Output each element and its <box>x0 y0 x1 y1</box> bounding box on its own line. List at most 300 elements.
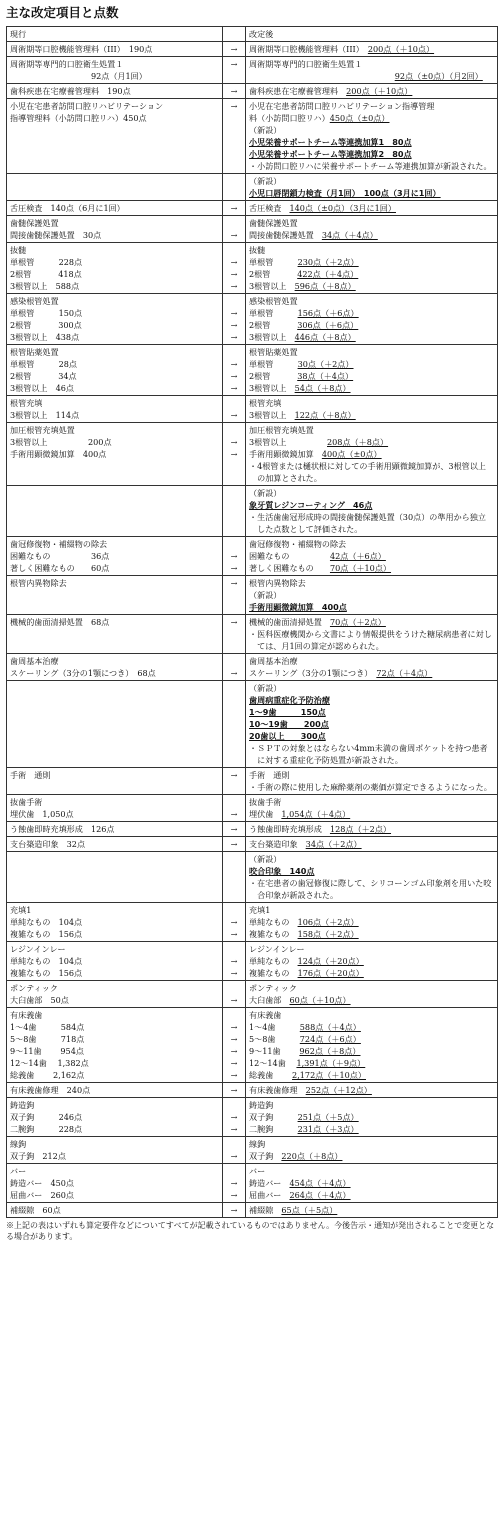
current-cell <box>7 294 223 345</box>
revised-line <box>249 1189 494 1201</box>
revised-line <box>249 85 494 97</box>
arrow-cell <box>223 1098 246 1137</box>
revised-points: 30点（＋2点） <box>297 359 354 369</box>
table-row <box>7 903 498 942</box>
current-cell <box>7 396 223 423</box>
current-line <box>10 853 219 865</box>
revised-line <box>249 616 494 628</box>
revised-text: （新設） <box>249 176 282 186</box>
current-line: 1〜4歯 584点 <box>10 1022 85 1032</box>
revised-text: レジンインレー <box>249 944 305 954</box>
revised-points: 264点（＋4点） <box>289 1190 351 1200</box>
revised-points: 596点（＋8点） <box>294 281 356 291</box>
revised-text: 機械的歯面清掃処置 <box>249 617 330 627</box>
current-line <box>10 175 219 187</box>
header-arrow-cell <box>223 27 246 42</box>
current-line: 3根管以上 588点 <box>10 281 80 291</box>
revised-points: 34点（＋2点） <box>305 839 362 849</box>
arrow-spacer <box>223 295 245 307</box>
revision-table <box>6 26 498 1218</box>
current-cell <box>7 216 223 243</box>
arrow-icon: → <box>230 809 238 819</box>
revised-line <box>249 148 494 160</box>
arrow-cell <box>223 681 246 768</box>
revised-points: 60点（＋10点） <box>289 995 351 1005</box>
current-cell <box>7 1098 223 1137</box>
current-line: 複雑なもの 156点 <box>10 929 83 939</box>
current-line: 舌圧検査 140点（6月に1回） <box>10 203 125 213</box>
current-line: 周術期等口腔機能管理料（III） 190点 <box>10 44 153 54</box>
revised-points: 450点（±0点） <box>329 113 390 123</box>
current-line: 有床義歯修理 240点 <box>10 1085 91 1095</box>
arrow-cell <box>223 201 246 216</box>
current-line: 埋伏歯 1,050点 <box>10 809 74 819</box>
revised-points: 70点（＋2点） <box>329 617 386 627</box>
revised-cell <box>246 42 498 57</box>
arrow-cell <box>223 615 246 654</box>
revised-text: 屈曲バー <box>249 1190 290 1200</box>
current-cell <box>7 243 223 294</box>
current-line: 根管貼薬処置 <box>10 347 59 357</box>
current-line: 単根管 150点 <box>10 308 83 318</box>
revised-points: 400点（±0点） <box>321 449 382 459</box>
revised-text: 根管充填 <box>249 398 282 408</box>
current-line: 補綴隙 60点 <box>10 1205 61 1215</box>
revised-line <box>249 58 494 70</box>
revised-points: 1,054点（＋4点） <box>281 809 351 819</box>
revised-line <box>249 943 494 955</box>
table-header-row <box>7 27 498 42</box>
arrow-spacer <box>223 943 245 955</box>
current-cell <box>7 576 223 615</box>
revised-text: 2根管 <box>249 269 298 279</box>
revised-line <box>249 136 494 148</box>
table-row <box>7 486 498 537</box>
revised-line <box>249 904 494 916</box>
revised-cell <box>246 615 498 654</box>
revised-line <box>249 217 494 229</box>
revised-line <box>249 706 494 718</box>
revised-cell <box>246 981 498 1008</box>
revised-cell <box>246 795 498 822</box>
revised-points: 124点（＋20点） <box>297 956 364 966</box>
revised-line <box>249 694 494 706</box>
note-text: 小訪問口腔リハに栄養サポートチーム等連携加算が新設された。 <box>257 161 492 171</box>
arrow-icon: → <box>230 578 238 588</box>
arrow-cell <box>223 768 246 795</box>
current-line: 歯科疾患在宅療養管理料 190点 <box>10 86 131 96</box>
revised-text: 歯髄保護処置 <box>249 218 298 228</box>
arrow-cell <box>223 654 246 681</box>
revised-text: 3根管以上 <box>249 437 327 447</box>
revised-line <box>249 1069 494 1081</box>
current-line: 単純なもの 104点 <box>10 956 83 966</box>
current-line: 3根管以上 200点 <box>10 437 112 447</box>
current-line: 9〜11歯 954点 <box>10 1046 84 1056</box>
revision-note <box>249 877 494 901</box>
revised-text: 間接歯髄保護処置 <box>249 230 322 240</box>
revised-text: 歯周基本治療 <box>249 656 298 666</box>
arrow-icon: → <box>230 44 238 54</box>
revised-cell <box>246 84 498 99</box>
bullet-icon: ・ <box>249 743 258 753</box>
revised-text: ポンティック <box>249 983 297 993</box>
revised-line <box>249 175 494 187</box>
arrow-cell <box>223 942 246 981</box>
current-line: 歯冠修復物・補綴物の除去 <box>10 539 108 549</box>
revised-line <box>249 331 494 343</box>
arrow-cell <box>223 396 246 423</box>
revised-text: 複雑なもの <box>249 929 298 939</box>
revised-text: 支台築造印象 <box>249 839 306 849</box>
current-line: 3根管以上 438点 <box>10 332 80 342</box>
header-revised: 改定後 <box>246 27 498 42</box>
revised-line <box>249 718 494 730</box>
arrow-icon: → <box>230 917 238 927</box>
current-cell <box>7 981 223 1008</box>
table-row <box>7 768 498 795</box>
revised-cell <box>246 822 498 837</box>
current-cell <box>7 654 223 681</box>
current-cell <box>7 84 223 99</box>
revised-text: 2根管 <box>249 320 298 330</box>
arrow-icon: → <box>230 1190 238 1200</box>
current-line: レジンインレー <box>10 944 66 954</box>
current-line: 根管内異物除去 <box>10 578 67 588</box>
revised-line <box>249 100 494 112</box>
revised-points: 200点（＋10点） <box>367 44 435 54</box>
current-line: 機械的歯面清掃処置 68点 <box>10 617 110 627</box>
arrow-cell <box>223 537 246 576</box>
revised-line <box>249 43 494 55</box>
revised-text: 歯冠修復物・補綴物の除去 <box>249 539 347 549</box>
revised-text: 抜歯手術 <box>249 797 282 807</box>
revised-text: 埋伏歯 <box>249 809 282 819</box>
table-row <box>7 942 498 981</box>
revised-line <box>249 256 494 268</box>
current-cell <box>7 768 223 795</box>
revised-text: 有床義歯 <box>249 1010 282 1020</box>
table-row <box>7 174 498 201</box>
arrow-cell <box>223 1137 246 1164</box>
arrow-cell <box>223 174 246 201</box>
revised-cell <box>246 1137 498 1164</box>
current-cell <box>7 1008 223 1083</box>
revised-text <box>249 71 395 81</box>
arrow-cell <box>223 1008 246 1083</box>
table-row <box>7 615 498 654</box>
revised-cell <box>246 99 498 174</box>
arrow-icon: → <box>230 617 238 627</box>
revised-points: 2,172点（＋10点） <box>292 1070 366 1080</box>
current-line: 手術 通則 <box>10 770 51 780</box>
revised-points: 42点（＋6点） <box>329 551 386 561</box>
revised-cell <box>246 345 498 396</box>
arrow-icon: → <box>230 59 238 69</box>
revised-line <box>249 550 494 562</box>
table-row <box>7 837 498 852</box>
current-cell <box>7 1137 223 1164</box>
arrow-icon: → <box>230 1112 238 1122</box>
revised-cell <box>246 903 498 942</box>
current-line: 著しく困難なもの 60点 <box>10 563 110 573</box>
revised-text: 料（小訪問口腔リハ） <box>249 113 330 123</box>
arrow-spacer <box>223 217 245 229</box>
revised-line <box>249 187 494 199</box>
revised-text: 5〜8歯 <box>249 1034 300 1044</box>
bullet-icon: ・ <box>249 629 258 639</box>
current-line <box>10 682 219 694</box>
revised-line <box>249 1204 494 1216</box>
revised-line <box>249 928 494 940</box>
revised-cell <box>246 576 498 615</box>
revised-line <box>249 244 494 256</box>
note-text: ＳＰＴの対象とはならない4mm未満の歯周ポケットを持つ患者に対する重症化予防処置が新設された。 <box>257 743 488 765</box>
table-row <box>7 537 498 576</box>
table-row <box>7 852 498 903</box>
table-row <box>7 99 498 174</box>
arrow-cell <box>223 795 246 822</box>
arrow-cell <box>223 903 246 942</box>
revised-points: 962点（＋8点） <box>299 1046 361 1056</box>
revised-line <box>249 307 494 319</box>
revised-line <box>249 280 494 292</box>
revised-points: 1,391点（＋9点） <box>296 1058 366 1068</box>
arrow-icon: → <box>230 203 238 213</box>
arrow-cell <box>223 822 246 837</box>
revised-line <box>249 589 494 601</box>
arrow-icon: → <box>230 551 238 561</box>
current-line: 12〜14歯 1,382点 <box>10 1058 89 1068</box>
current-cell <box>7 852 223 903</box>
current-line: 3根管以上 46点 <box>10 383 75 393</box>
revised-line <box>249 487 494 499</box>
current-line: 2根管 300点 <box>10 320 82 330</box>
arrow-icon: → <box>230 257 238 267</box>
revised-text: 複雑なもの <box>249 968 298 978</box>
revised-line <box>249 769 494 781</box>
revised-text: 9〜11歯 <box>249 1046 300 1056</box>
revised-text: （新設） <box>249 683 282 693</box>
revised-points: 422点（＋4点） <box>297 269 359 279</box>
table-row <box>7 57 498 84</box>
current-line: う蝕歯即時充填形成 126点 <box>10 824 115 834</box>
current-cell <box>7 345 223 396</box>
current-line: 抜髄 <box>10 245 27 255</box>
revised-points: 251点（＋5点） <box>297 1112 359 1122</box>
revised-text: 総義歯 <box>249 1070 293 1080</box>
revised-points: 200点（＋10点） <box>346 86 413 96</box>
revised-cell <box>246 423 498 486</box>
revised-line <box>249 202 494 214</box>
current-line: 5〜8歯 718点 <box>10 1034 85 1044</box>
arrow-spacer <box>223 982 245 994</box>
revised-line <box>249 295 494 307</box>
revised-points: 158点（＋2点） <box>297 929 359 939</box>
arrow-cell <box>223 423 246 486</box>
current-line: 双子鉤 212点 <box>10 1151 66 1161</box>
revision-note <box>249 511 494 535</box>
revised-cell <box>246 768 498 795</box>
revised-line <box>249 577 494 589</box>
current-line: 2根管 418点 <box>10 269 82 279</box>
revised-points: 306点（＋6点） <box>297 320 359 330</box>
revised-text: 単純なもの <box>249 917 298 927</box>
current-line: 小児在宅患者訪問口腔リハビリテーション <box>10 101 164 111</box>
revised-points: 230点（＋2点） <box>297 257 359 267</box>
revised-line <box>249 1165 494 1177</box>
current-cell <box>7 486 223 537</box>
revised-line <box>249 865 494 877</box>
revised-text: 著しく困難なもの <box>249 563 330 573</box>
arrow-icon: → <box>230 410 238 420</box>
arrow-spacer <box>223 1099 245 1111</box>
revision-note <box>249 160 494 172</box>
revised-text: 3根管以上 <box>249 383 295 393</box>
revised-line <box>249 796 494 808</box>
arrow-icon: → <box>230 1022 238 1032</box>
revised-points: 176点（＋20点） <box>297 968 364 978</box>
revised-line <box>249 838 494 850</box>
table-row <box>7 576 498 615</box>
revised-line <box>249 346 494 358</box>
revised-text: 手術用顕微鏡加算 <box>249 449 322 459</box>
arrow-icon: → <box>230 770 238 780</box>
revised-points: 1〜9歯 150点 <box>249 707 326 717</box>
revised-cell <box>246 201 498 216</box>
revised-text: 舌圧検査 <box>249 203 290 213</box>
current-cell <box>7 174 223 201</box>
revised-points: 208点（＋8点） <box>327 437 389 447</box>
arrow-icon: → <box>230 320 238 330</box>
revised-text: （新設） <box>249 590 282 600</box>
footnote: ※上記の表はいずれも算定要件などについてすべてが記載されているものではありません。今後告示・通知が発出されることで変更となる場合があります。 <box>6 1221 495 1241</box>
revision-note <box>249 460 494 484</box>
current-line: 困難なもの 36点 <box>10 551 110 561</box>
current-line: 充填1 <box>10 905 32 915</box>
bullet-icon: ・ <box>249 461 258 471</box>
revised-text: 12〜14歯 <box>249 1058 297 1068</box>
revised-text: 充填1 <box>249 905 271 915</box>
arrow-icon: → <box>230 281 238 291</box>
revised-line <box>249 358 494 370</box>
current-line: 総義歯 2,162点 <box>10 1070 85 1080</box>
arrow-spacer <box>223 424 245 436</box>
current-line: 手術用顕微鏡加算 400点 <box>10 449 107 459</box>
note-text: 医科医療機関から文書により情報提供をうけた糖尿病患者に対しては、月1回の算定が認められた。 <box>257 629 492 651</box>
current-cell <box>7 795 223 822</box>
revised-line <box>249 112 494 124</box>
arrow-icon: → <box>230 101 238 111</box>
arrow-cell <box>223 294 246 345</box>
current-line: 屈曲バー 260点 <box>10 1190 75 1200</box>
arrow-icon: → <box>230 437 238 447</box>
revised-text: 感染根管処置 <box>249 296 298 306</box>
revised-line <box>249 397 494 409</box>
arrow-icon: → <box>230 1070 238 1080</box>
revised-cell <box>246 537 498 576</box>
table-row <box>7 243 498 294</box>
revised-text: 根管内異物除去 <box>249 578 306 588</box>
revised-text: （新設） <box>249 854 282 864</box>
current-line: 歯周基本治療 <box>10 656 59 666</box>
revised-points: 10〜19歯 200点 <box>249 719 329 729</box>
note-text: 生活歯歯冠形成時の間接歯髄保護処置（30点）の準用から独立した点数として評価された。 <box>257 512 486 534</box>
bullet-icon: ・ <box>249 782 258 792</box>
bullet-icon: ・ <box>249 512 258 522</box>
revised-text: 単根管 <box>249 257 298 267</box>
revised-text: 1〜4歯 <box>249 1022 300 1032</box>
revised-text: 線鉤 <box>249 1139 266 1149</box>
revised-line <box>249 1033 494 1045</box>
revised-points: 小児栄養サポートチーム等連携加算1 80点 <box>249 137 412 147</box>
table-row <box>7 1008 498 1083</box>
current-cell <box>7 903 223 942</box>
revised-points: 724点（＋6点） <box>299 1034 361 1044</box>
arrow-icon: → <box>230 332 238 342</box>
revised-line <box>249 1084 494 1096</box>
arrow-cell <box>223 1164 246 1203</box>
arrow-icon: → <box>230 1151 238 1161</box>
arrow-icon: → <box>230 230 238 240</box>
revised-line <box>249 409 494 421</box>
current-cell <box>7 57 223 84</box>
arrow-icon: → <box>230 371 238 381</box>
arrow-icon: → <box>230 86 238 96</box>
arrow-cell <box>223 243 246 294</box>
revised-text: （新設） <box>249 125 282 135</box>
arrow-icon: → <box>230 1046 238 1056</box>
table-row <box>7 681 498 768</box>
page-title: 主な改定項目と点数 <box>6 5 119 20</box>
revised-text: 歯科疾患在宅療養管理料 <box>249 86 347 96</box>
current-line: 支台築造印象 32点 <box>10 839 86 849</box>
revision-note <box>249 742 494 766</box>
table-row <box>7 1098 498 1137</box>
table-row <box>7 396 498 423</box>
revised-points: 122点（＋8点） <box>294 410 356 420</box>
arrow-spacer <box>223 538 245 550</box>
arrow-icon: → <box>230 968 238 978</box>
revised-text: 単純なもの <box>249 956 298 966</box>
revised-text: 単根管 <box>249 308 298 318</box>
arrow-cell <box>223 57 246 84</box>
revised-points: 34点（＋4点） <box>321 230 378 240</box>
arrow-icon: → <box>230 449 238 459</box>
table-row <box>7 654 498 681</box>
current-cell <box>7 1164 223 1203</box>
revised-text: 手術 通則 <box>249 770 290 780</box>
revised-text: 単根管 <box>249 359 298 369</box>
table-row <box>7 1164 498 1203</box>
revised-line <box>249 808 494 820</box>
current-line: ポンティック <box>10 983 58 993</box>
arrow-icon: → <box>230 359 238 369</box>
revised-points: 70点（＋10点） <box>329 563 392 573</box>
arrow-icon: → <box>230 929 238 939</box>
revised-line <box>249 853 494 865</box>
current-cell <box>7 681 223 768</box>
table-row <box>7 201 498 216</box>
revised-line <box>249 1138 494 1150</box>
current-line: バー <box>10 1166 27 1176</box>
current-line: 抜歯手術 <box>10 797 43 807</box>
current-cell <box>7 99 223 174</box>
revised-points: 手術用顕微鏡加算 400点 <box>249 602 347 612</box>
revised-line <box>249 562 494 574</box>
current-line: 双子鉤 246点 <box>10 1112 83 1122</box>
revised-line <box>249 823 494 835</box>
